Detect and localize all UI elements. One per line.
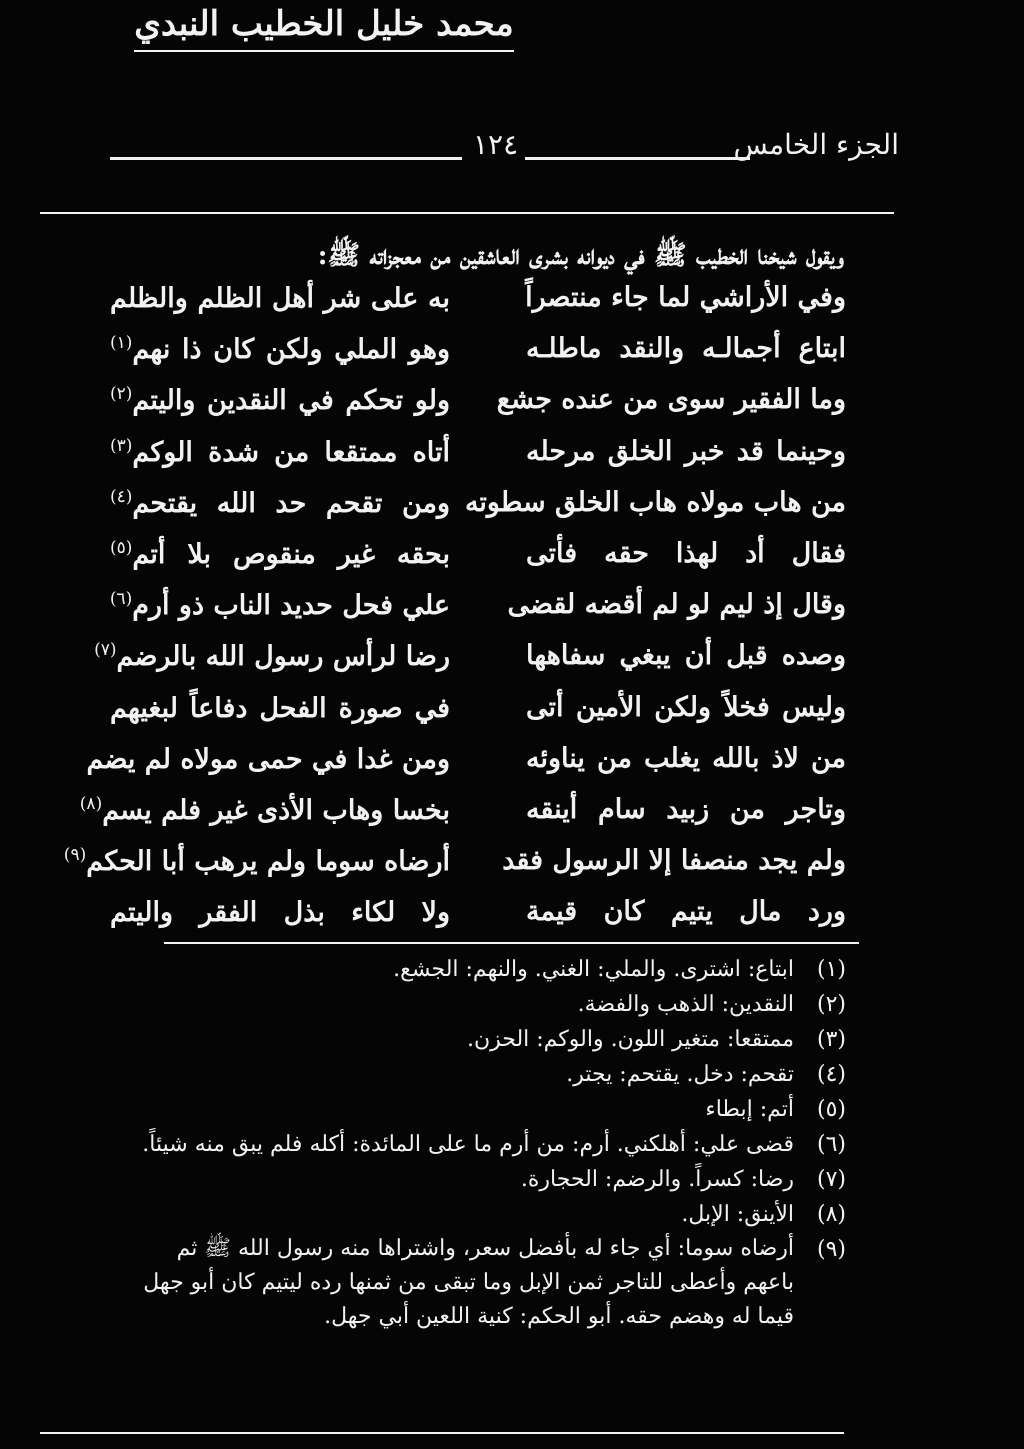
verse-second-hemistich: رضا لرأس رسول الله بالرضم$^{(٧)}$	[94, 640, 450, 673]
footnote-ref: (٧)	[94, 640, 117, 661]
verse-second-hemistich: وهو الملي ولكن كان ذا نهم$^{(١)}$	[110, 333, 450, 366]
footnote	[126, 1057, 846, 1092]
page-number: ١٢٤	[473, 128, 519, 161]
verse-second-hemistich: ومن تقحم حد الله يقتحم$^{(٤)}$	[110, 486, 450, 519]
footnote	[126, 952, 846, 987]
header-rule-right	[525, 157, 750, 160]
footnote-number: (٢)	[816, 992, 846, 1017]
verse-second-hemistich: بحقه غير منقوص بلا أتم$^{(٥)}$	[110, 537, 450, 570]
verse-first-hemistich: وليس فخلاً ولكن الأمين أتى	[526, 691, 846, 723]
verse	[110, 436, 846, 487]
footnote-number: (٣)	[816, 1027, 846, 1052]
footnote	[126, 1127, 846, 1162]
verse	[110, 692, 846, 743]
verse-second-hemistich: علي فحل حديد الناب ذو أرم$^{(٦)}$	[109, 589, 450, 622]
footnote-ref: (٨)	[79, 793, 103, 814]
part-title: الجزء الخامس	[733, 128, 899, 161]
verse-second-hemistich: ولو تحكم في النقدين واليتم$^{(٢)}$	[110, 384, 450, 417]
footnotes	[126, 952, 846, 1334]
verse	[110, 384, 846, 435]
verse-first-hemistich: من لاذ بالله يغلب من يناوئه	[526, 742, 846, 774]
footnote-text: أرضاه سوما: أي جاء له بأفضل سعر، واشتراها منه رسول الله ﷺ ثم باعهم وأعطى للتاجر ثمن الإبل وما تبقى من ثمنها رده ليتيم كان أبو جهل قيما له وهضم حقه. أبو الحكم: كنية اللعين أبي جهل.	[143, 1236, 794, 1329]
footnote-number: (٨)	[816, 1202, 846, 1227]
verse-first-hemistich: من هاب مولاه هاب الخلق سطوته	[464, 486, 846, 518]
footnote-number: (٥)	[816, 1097, 846, 1122]
footnote	[126, 1092, 846, 1127]
footnote-number: (٩)	[816, 1237, 846, 1262]
footnote-text: رضا: كسراً. والرضم: الحجارة.	[520, 1167, 794, 1192]
footnote	[126, 1022, 846, 1057]
running-header	[110, 128, 899, 168]
verse-first-hemistich: ابتاع أجمالـه والنقد ماطلـه	[526, 333, 846, 365]
footnote-number: (٧)	[816, 1167, 846, 1192]
verse-second-hemistich: أرضاه سوما ولم يرهب أبا الحكم$^{(٩)}$	[63, 845, 450, 878]
footnote-text: ابتاع: اشترى. والملي: الغني. والنهم: الجشع.	[393, 957, 794, 982]
verse-first-hemistich: وحينما قد خبر الخلق مرحله	[526, 435, 846, 467]
verse-first-hemistich: وقال إذ ليم لو لم أقضه لقضى	[507, 589, 846, 621]
footnote-text: تقحم: دخل. يقتحم: يجتر.	[566, 1062, 794, 1087]
footnote-ref: (١)	[110, 333, 133, 354]
verse	[110, 538, 846, 589]
verse-first-hemistich: ورد مال يتيم كان قيمة	[526, 896, 846, 928]
verse	[94, 640, 846, 691]
footnote	[126, 1232, 846, 1334]
verse-second-hemistich: في صورة الفحل دفاعاً لبغيهم	[110, 692, 450, 724]
footnote-ref: (٢)	[110, 384, 133, 405]
verse	[110, 333, 846, 384]
verse	[110, 487, 846, 538]
verse-first-hemistich: وفي الأراشي لما جاء منتصراً	[525, 282, 846, 313]
footnote	[126, 1197, 846, 1232]
intro-line: ويقول شيخنا الخطيب ﷺ في ديوانه بشرى العاشقين من معجزاته ﷺ:	[317, 240, 844, 271]
footnote	[126, 1162, 846, 1197]
footnote-text: قضى علي: أهلكني. أرم: من أرم ما على المائدة: أكله فلم يبق منه شيئاً.	[142, 1132, 794, 1157]
footnote-ref: (٦)	[109, 589, 133, 610]
verse-first-hemistich: وتاجر من زبيد سام أينقه	[526, 793, 846, 825]
poem	[63, 282, 846, 947]
footnote-ref: (٤)	[110, 486, 133, 507]
verse-second-hemistich: بخسا وهاب الأذى غير فلم يسم$^{(٨)}$	[79, 793, 450, 826]
footnote-number: (١)	[816, 957, 846, 982]
verse-second-hemistich: به على شر أهل الظلم والظلم	[110, 283, 450, 314]
verse	[110, 282, 846, 333]
footnote-divider	[164, 942, 859, 944]
footnote-text: أتم: إبطاء	[705, 1097, 794, 1122]
verse-second-hemistich: أتاه ممتقعا من شدة الوكم$^{(٣)}$	[110, 435, 450, 468]
verse	[63, 845, 846, 896]
verse	[86, 742, 846, 794]
footnote-number: (٦)	[816, 1132, 846, 1157]
verse	[79, 793, 846, 845]
header-rule-left	[110, 157, 462, 160]
verse-first-hemistich: فقال أد لهذا حقه فأتى	[526, 537, 846, 569]
verse	[110, 896, 846, 947]
footnote-ref: (٣)	[110, 435, 133, 456]
footnote-text: الأينق: الإبل.	[681, 1202, 794, 1227]
verse-first-hemistich: ولم يجد منصفا إلا الرسول فقد	[502, 845, 846, 877]
footnote	[126, 987, 846, 1022]
page-bottom-rule	[40, 1432, 844, 1434]
verse-first-hemistich: وما الفقير سوى من عنده جشع	[496, 384, 846, 416]
author-header: محمد خليل الخطيب النبدي	[134, 4, 514, 52]
footnote-text: النقدين: الذهب والفضة.	[577, 992, 794, 1017]
footnote-number: (٤)	[816, 1062, 846, 1087]
footnote-ref: (٥)	[110, 537, 133, 558]
verse-second-hemistich: ومن غدا في حمى مولاه لم يضم	[86, 743, 450, 775]
footnote-text: ممتقعا: متغير اللون. والوكم: الحزن.	[466, 1027, 794, 1052]
header-divider	[40, 212, 894, 214]
footnote-ref: (٩)	[63, 845, 87, 866]
verse	[110, 589, 846, 640]
verse-second-hemistich: ولا لكاء بذل الفقر واليتم	[110, 897, 450, 929]
verse-first-hemistich: وصده قبل أن يبغي سفاهها	[526, 640, 846, 672]
